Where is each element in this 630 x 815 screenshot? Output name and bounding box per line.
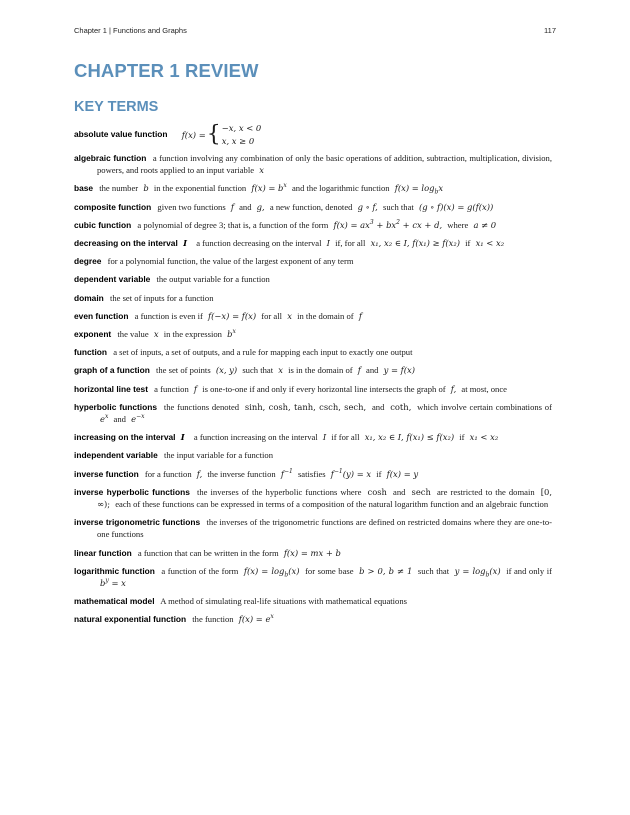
term-entry [74, 383, 552, 395]
math-expr [131, 414, 144, 424]
math-part: e [100, 414, 105, 425]
math-part: x [438, 183, 444, 194]
superscript: x [270, 613, 274, 621]
term-entry [74, 292, 552, 304]
math-expr [251, 183, 286, 193]
definition-text: in the exponential function [153, 183, 247, 194]
definition-text: each of these functions can be expressed in terms of a composition of the natural logarithm function and an algebraic function [115, 499, 549, 510]
math-expr: (x, y) [215, 365, 238, 376]
definition-text: is one-to-one if and only if every horizontal line intersects the graph of [202, 383, 446, 394]
math-part: f(x) = log [394, 183, 435, 194]
definition-text: such that [383, 201, 414, 212]
term-label: algebraic function [74, 153, 147, 163]
term-entry [74, 237, 552, 249]
definition-text: and [366, 365, 379, 376]
definition-text: for all [261, 310, 283, 321]
term-entry [74, 273, 552, 285]
math-part: = x [111, 578, 126, 589]
term-entry [74, 547, 552, 559]
definition-text: the value [117, 329, 149, 340]
term-math: I [183, 238, 188, 249]
definition-text: a function increasing on the interval [193, 432, 318, 443]
math-part: e [131, 414, 137, 425]
math-expr: x [259, 165, 264, 176]
definition-text: the functions denoted [163, 401, 240, 412]
term-label: linear function [74, 547, 132, 558]
math-part: f(x) = b [251, 183, 284, 194]
math-expr: y = f(x) [383, 365, 416, 376]
math-expr: x₁ < x₂ [469, 432, 499, 443]
math-expr: f [358, 310, 362, 321]
definition-text: and [371, 401, 385, 412]
math-expr: x₁, x₂ ∈ I, f(x₁) ≤ f(x₂) [364, 432, 455, 443]
definition-text: if [459, 432, 465, 443]
term-label: even function [74, 310, 129, 321]
case-2: x, x ≥ 0 [221, 136, 255, 146]
math-expr [100, 578, 126, 588]
math-expr: x [287, 310, 292, 321]
math-expr: f, [450, 383, 457, 394]
term-label: dependent variable [74, 274, 151, 285]
math-expr: cosh [367, 486, 387, 497]
definition-text: the set of points [156, 365, 211, 376]
term-definition: for a polynomial function, the value of the largest exponent of any term [107, 256, 354, 267]
term-entry [74, 613, 552, 625]
math-expr: x₁ < x₂ [475, 238, 505, 249]
term-entry [74, 401, 552, 425]
term-label: mathematical model [74, 596, 155, 607]
formula-lhs: f(x) = [181, 129, 206, 140]
piecewise-formula [182, 122, 262, 148]
definition-text: a function that can be written in the form [137, 547, 279, 558]
definition-text: which involve certain combinations of [417, 401, 552, 412]
term-label: natural exponential function [74, 614, 187, 625]
definition-text: in the domain of [297, 310, 354, 321]
math-expr: x [278, 365, 283, 376]
term-entry [74, 201, 552, 213]
term-label: exponent [74, 329, 112, 340]
math-expr: sinh, cosh, tanh, csch, sech, [244, 401, 367, 412]
definition-text: a new function, denoted [269, 201, 353, 212]
math-expr: f, [196, 468, 203, 479]
term-label: graph of a function [74, 365, 150, 376]
math-expr: x [153, 329, 159, 340]
term-label: independent variable [74, 450, 158, 461]
term-label: cubic function [74, 219, 132, 230]
superscript: x [283, 182, 287, 190]
math-expr [281, 469, 293, 479]
math-expr: sech [411, 486, 431, 497]
running-header [74, 26, 556, 35]
term-entry [74, 182, 552, 197]
superscript: x [232, 328, 236, 336]
subscript: b [434, 189, 439, 197]
math-expr: f(−x) = f(x) [208, 310, 257, 321]
superscript: 3 [369, 219, 374, 227]
page-number: 117 [544, 26, 556, 35]
math-part: f(x) = ax [333, 219, 370, 230]
math-part: (x) [288, 565, 300, 576]
term-entry [74, 346, 552, 358]
definition-text: such that [417, 565, 450, 576]
definition-text: if, for all [335, 238, 366, 249]
term-entry [74, 516, 552, 540]
definition-text: the inverse function [207, 468, 276, 479]
term-definition: the inverses of the trigonometric functions are defined on restricted domains where they are one-to-one functions [97, 517, 552, 540]
definition-text: a function decreasing on the interval [196, 238, 322, 249]
term-definition: the input variable for a function [163, 450, 273, 461]
term-label: inverse hyperbolic functions [74, 486, 190, 497]
term-entry [74, 364, 552, 376]
term-definition: A method of simulating real-life situations with mathematical equations [160, 596, 407, 607]
case-1: −x, x < 0 [221, 123, 262, 133]
math-expr: g ∘ f, [357, 201, 378, 212]
math-part: f(x) = e [238, 614, 271, 625]
term-label: logarithmic function [74, 565, 155, 576]
math-expr [100, 414, 108, 424]
term-entry [74, 328, 552, 340]
superscript: x [104, 413, 109, 421]
definition-text: and the logarithmic function [291, 183, 390, 194]
term-label: base [74, 183, 94, 194]
definition-text: at most, once [461, 383, 507, 394]
term-label: composite function [74, 201, 152, 212]
math-expr [243, 565, 300, 579]
section-title: KEY TERMS [74, 99, 159, 115]
term-definition: a set of inputs, a set of outputs, and a rule for mapping each input to exactly one output [113, 347, 413, 358]
definition-text: for a function [144, 468, 192, 479]
term-label [74, 432, 188, 442]
term-math: I [180, 432, 185, 443]
term-entry [74, 431, 552, 443]
formula-cases [222, 122, 261, 148]
superscript: 2 [396, 219, 400, 227]
key-terms-list [74, 122, 552, 632]
math-expr: I [322, 432, 327, 443]
definition-text: a polynomial of degree 3; that is, a function of the form [137, 219, 329, 230]
definition-text: a function of the form [161, 565, 239, 576]
term-label: function [74, 347, 108, 358]
term-label: absolute value function [74, 128, 168, 139]
math-expr: f [230, 201, 234, 212]
term-definition: a function involving any combination of only the basic operations of addition, subtraction, multiplication, division, powers, and roots applied to an input variable [97, 153, 553, 176]
term-entry [74, 449, 552, 461]
math-expr: I [326, 238, 330, 249]
definition-text: the inverses of the hyperbolic functions where [196, 486, 362, 497]
definition-text: if for all [331, 432, 360, 443]
math-expr: x₁, x₂ ∈ I, f(x₁) ≥ f(x₂) [370, 238, 460, 249]
definition-text: the number [99, 183, 139, 194]
definition-text: a function [154, 383, 189, 394]
definition-text: and [239, 201, 252, 212]
math-expr [227, 329, 236, 339]
math-part: f [280, 468, 284, 479]
math-part: (x) [489, 565, 501, 576]
term-text: increasing on the interval [74, 432, 176, 443]
math-expr: coth, [390, 401, 412, 412]
math-expr [333, 220, 442, 230]
chapter-title: CHAPTER 1 REVIEW [74, 60, 259, 81]
superscript: −1 [283, 467, 293, 475]
definition-text: given two functions [157, 201, 226, 212]
term-entry [74, 595, 552, 607]
math-part: (y) = x [342, 468, 372, 479]
math-expr: a ≠ 0 [473, 219, 497, 230]
subscript: b [485, 571, 490, 579]
definition-text: a function is even if [134, 310, 203, 321]
header-chapter: Chapter 1 | Functions and Graphs [74, 26, 187, 35]
subscript: b [284, 571, 289, 579]
superscript: −1 [333, 467, 343, 475]
math-expr [454, 565, 501, 579]
math-part: y = log [454, 565, 486, 576]
definition-text: such that [242, 365, 274, 376]
definition-text: and [393, 486, 406, 497]
math-expr [239, 614, 274, 624]
math-part: b [100, 578, 106, 589]
definition-text: the function [192, 614, 234, 625]
math-expr: b [143, 183, 149, 194]
term-label: inverse function [74, 468, 139, 479]
term-entry [74, 310, 552, 322]
math-expr: [0, ∞); [97, 486, 553, 510]
math-expr: f(x) = y [386, 468, 419, 479]
math-part: + cx + d, [402, 219, 443, 230]
definition-text: if and only if [506, 565, 552, 576]
definition-text: if [465, 238, 471, 249]
math-expr: f [193, 383, 198, 394]
term-entry [74, 152, 552, 176]
term-text: decreasing on the interval [74, 238, 178, 249]
math-expr: b > 0, b ≠ 1 [359, 565, 413, 576]
definition-text: where [447, 219, 469, 230]
math-expr: f(x) = mx + b [283, 547, 341, 558]
math-expr: g, [256, 201, 265, 212]
definition-text: if [376, 468, 382, 479]
term-label: hyperbolic functions [74, 401, 158, 412]
term-entry [74, 219, 552, 231]
math-expr [331, 469, 371, 479]
math-part: b [227, 329, 233, 340]
superscript: y [105, 577, 109, 585]
term-definition: the output variable for a function [156, 274, 270, 285]
math-part: f(x) = log [243, 565, 285, 576]
term-entry [74, 255, 552, 267]
math-expr [394, 183, 444, 197]
definition-text: satisfies [297, 468, 326, 479]
brace-symbol: { [206, 121, 221, 147]
math-expr: f [357, 365, 361, 376]
superscript: −x [136, 413, 145, 421]
math-expr: (g ∘ f)(x) = g(f(x)) [418, 201, 494, 212]
term-entry [74, 486, 552, 510]
term-entry [74, 468, 552, 480]
math-part: f [330, 468, 334, 479]
definition-text: is in the domain of [288, 365, 353, 376]
term-definition: the set of inputs for a function [109, 292, 214, 303]
definition-text: in the expression [163, 329, 222, 340]
term-label: domain [74, 292, 104, 303]
definition-text: are restricted to the domain [436, 486, 535, 497]
term-entry [74, 122, 552, 148]
definition-text: for some base [305, 565, 354, 576]
term-label: horizontal line test [74, 383, 148, 394]
math-part: + bx [376, 219, 397, 230]
term-label [74, 238, 190, 248]
term-entry [74, 565, 552, 589]
term-label: degree [74, 256, 102, 267]
definition-text: and [113, 414, 126, 425]
term-label: inverse trigonometric functions [74, 517, 201, 528]
